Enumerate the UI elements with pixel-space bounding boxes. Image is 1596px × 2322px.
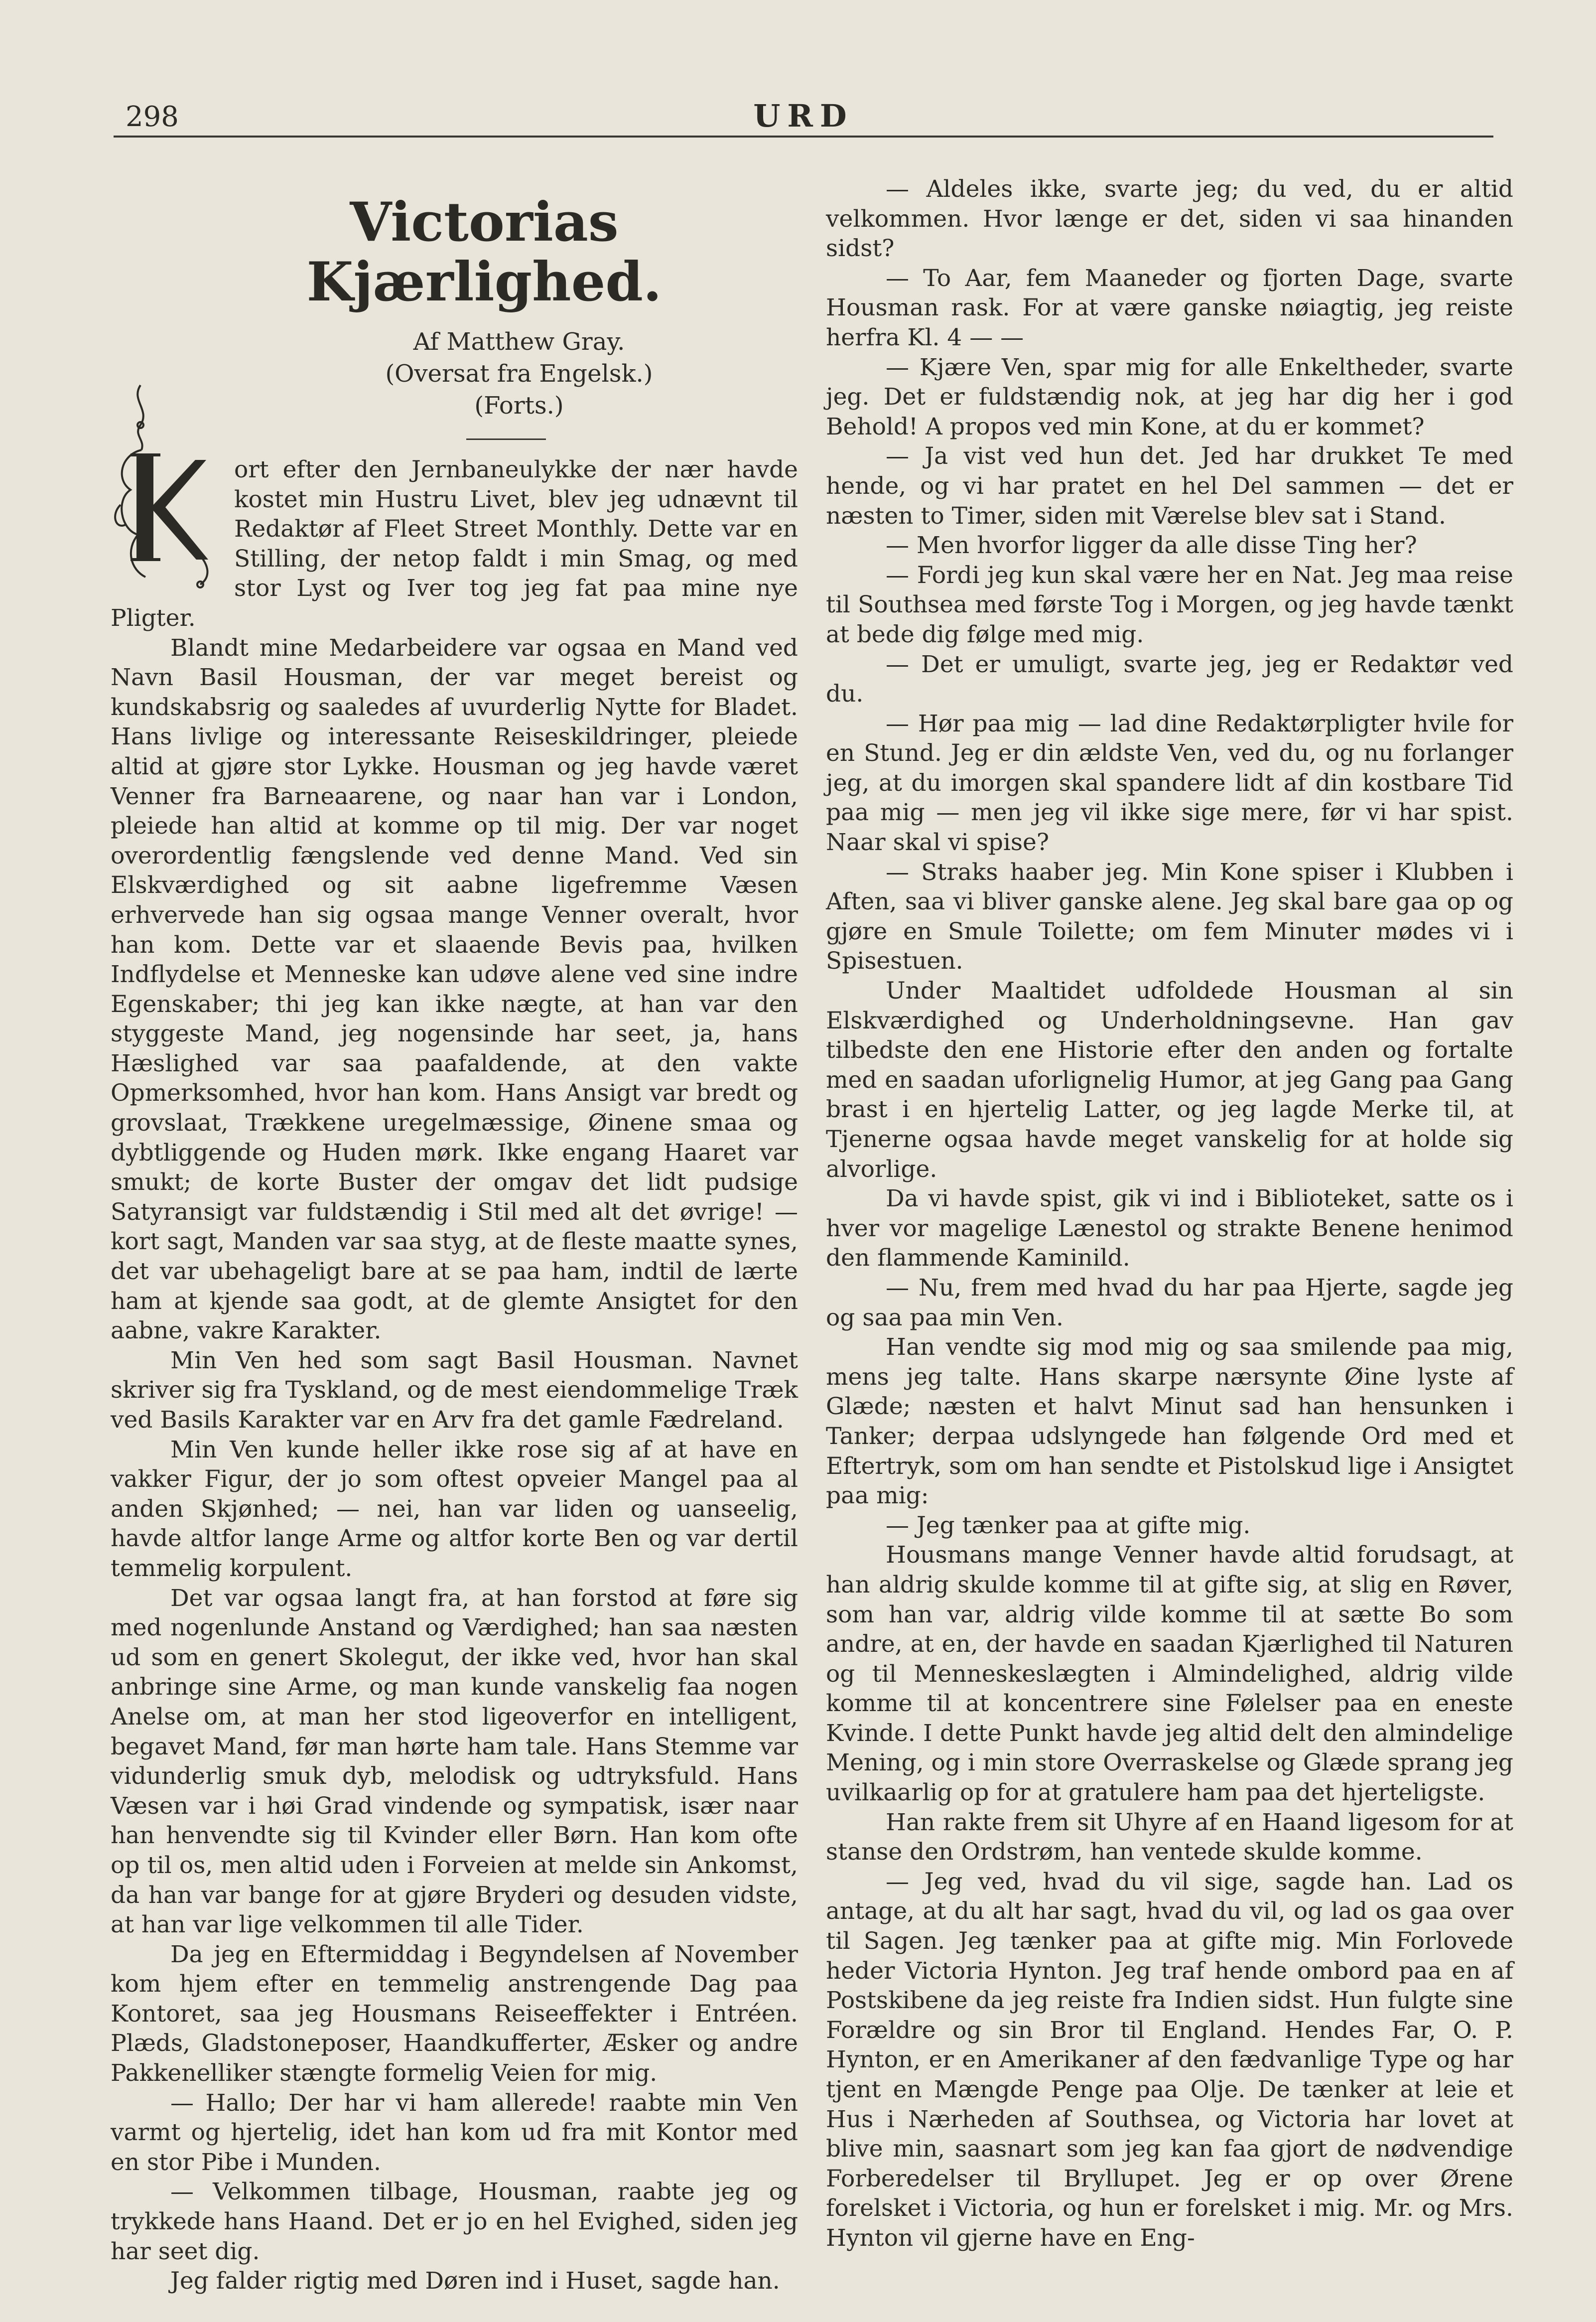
article-title: Victorias Kjærlighed. (306, 191, 662, 313)
page-header (114, 95, 1493, 140)
left-paragraph: ort efter den Jernbaneulykke der nær havde kostet min Hustru Livet, blev jeg udnævnt til Redaktør af Fleet Street Monthly. Dette var en Stilling, der netop faldt i min Smag, og med stor Lyst og Iver tog jeg fat paa mine nye Pligter. (111, 456, 798, 632)
title-divider (466, 438, 546, 440)
right-paragraph: — Men hvorfor ligger da alle disse Ting her? (886, 532, 1417, 560)
right-paragraph: — Nu, frem med hvad du har paa Hjerte, sagde jeg og saa paa min Ven. (826, 1274, 1513, 1331)
left-paragraph: Det var ogsaa langt fra, at han forstod at føre sig med nogenlunde Anstand og Værdighed; han saa næsten ud som en genert Skolegut, der ikke ved, hvor han skal anbringe sine Arme, og man kunde vanskelig faa nogen Anelse om, at man her stod ligeoverfor en intelligent, begavet Mand, før man hørte ham tale. Hans Stemme var vidunderlig smuk dyb, melodisk og udtryksfuld. Hans Væsen var i høi Grad vindende og sympatisk, især naar han henvendte sig til Kvinder eller Børn. Han kom ofte op til os, men altid uden i Forveien at melde sin Ankomst, da han var bange for at gjøre Bryderi og desuden vidste, at han var lige velkommen til alle Tider. (111, 1584, 798, 1939)
right-paragraph: — Straks haaber jeg. Min Kone spiser i Klubben i Aften, saa vi bliver ganske alene. Jeg skal bare gaa op og gjøre en Smule Toilette; om fem Minuter mødes vi i Spisestuen. (826, 858, 1513, 975)
continued-note: (Forts.) (474, 392, 564, 420)
right-paragraph: — Hør paa mig — lad dine Redaktørpligter hvile for en Stund. Jeg er din ældste Ven, ved du, og nu forlanger jeg, at du imorgen skal spandere lidt af din kostbare Tid paa mig — men jeg vil ikke sige mere, før vi har spist. Naar skal vi spise? (826, 710, 1513, 857)
left-paragraph: — Hallo; Der har vi ham allerede! raabte min Ven varmt og hjertelig, idet han kom ud fra mit Kontor med en stor Pibe i Munden. (111, 2089, 798, 2176)
left-paragraph: Min Ven kunde heller ikke rose sig af at have en vakker Figur, der jo som oftest opveier Mangel paa al anden Skjønhed; — nei, han var liden og uanseelig, havde altfor lange Arme og altfor korte Ben og var dertil temmelig korpulent. (111, 1436, 798, 1582)
header-rule (114, 136, 1493, 138)
article-subtitle: (Oversat fra Engelsk.) (385, 360, 653, 388)
running-head: URD (753, 98, 854, 134)
right-paragraph: Han rakte frem sit Uhyre af en Haand ligesom for at stanse den Ordstrøm, han ventede skulde komme. (826, 1808, 1513, 1866)
ornamental-initial-icon (111, 380, 226, 589)
left-paragraph: Min Ven hed som sagt Basil Housman. Navnet skriver sig fra Tyskland, og de mest eiendommelige Træk ved Basils Karakter var en Arv fra det gamle Fædreland. (111, 1346, 798, 1434)
left-paragraph: Da jeg en Eftermiddag i Begyndelsen af November kom hjem efter en temmelig anstrengende Dag paa Kontoret, saa jeg Housmans Reiseeffekter i Entréen. Plæds, Gladstoneposer, Haandkufferter, Æsker og andre Pakkenelliker stængte formelig Veien for mig. (111, 1940, 798, 2087)
right-paragraph: — Det er umuligt, svarte jeg, jeg er Redaktør ved du. (826, 650, 1513, 708)
drop-cap (111, 380, 226, 589)
left-column (111, 174, 798, 2296)
right-paragraph: — Fordi jeg kun skal være her en Nat. Jeg maa reise til Southsea med første Tog i Morgen, og jeg havde tænkt at bede dig følge med mig. (826, 561, 1513, 648)
right-paragraph: Da vi havde spist, gik vi ind i Biblioteket, satte os i hver vor magelige Lænestol og strakte Benene henimod den flammende Kaminild. (826, 1185, 1513, 1272)
right-paragraph: Under Maaltidet udfoldede Housman al sin Elskværdighed og Underholdningsevne. Han gav tilbedste den ene Historie efter den anden og fortalte med en saadan uforlignelig Humor, at jeg Gang paa Gang brast i en hjertelig Latter, og jeg lagde Merke til, at Tjenerne ogsaa havde meget vanskelig for at holde sig alvorlige. (826, 977, 1513, 1183)
right-paragraph: — Ja vist ved hun det. Jed har drukket Te med hende, og vi har pratet en hel Del sammen — det er næsten to Timer, siden mit Værelse blev sat i Stand. (826, 442, 1513, 530)
right-column (826, 174, 1513, 2253)
left-paragraph: Jeg falder rigtig med Døren ind i Huset, sagde han. (170, 2267, 780, 2295)
article-byline: Af Matthew Gray. (413, 328, 625, 356)
left-paragraph: Blandt mine Medarbeidere var ogsaa en Mand ved Navn Basil Housman, der var meget bereist og kundskabsrig og saaledes af uvurderlig Nytte for Bladet. Hans livlige og interessante Reiseskildringer, pleiede altid at gjøre stor Lykke. Housman og jeg havde været Venner fra Barneaarene, og naar han var i London, pleiede han altid at komme op til mig. Der var noget overordentlig fængslende ved denne Mand. Ved sin Elskværdighed og sit aabne ligefremme Væsen erhvervede han sig ogsaa mange Venner overalt, hvor han kom. Dette var et slaaende Bevis paa, hvilken Indflydelse et Menneske kan udøve alene ved sine indre Egenskaber; thi jeg kan ikke nægte, at han var den styggeste Mand, jeg nogensinde har seet, ja, hans Hæslighed var saa paafaldende, at den vakte Opmerksomhed, hvor han kom. Hans Ansigt var bredt og grovslaat, Trækkene uregelmæssige, Øinene smaa og dybtliggende og Huden mørk. Ikke engang Haaret var smukt; de korte Buster der omgav det lidt pudsige Satyransigt var fuldstændig i Stil med alt det øvrige! — kort sagt, Manden var saa styg, at de fleste maatte synes, det var ubehageligt bare at se paa ham, indtil de lærte ham at kjende saa godt, at de glemte Ansigtet for den aabne, vakre Karakter. (111, 634, 798, 1345)
page-number: 298 (126, 101, 179, 133)
right-paragraph: — To Aar, fem Maaneder og fjorten Dage, svarte Housman rask. For at være ganske nøiagtig, jeg reiste herfra Kl. 4 — — (826, 264, 1513, 351)
left-paragraph: — Velkommen tilbage, Housman, raabte jeg og trykkede hans Haand. Det er jo en hel Evighed, siden jeg har seet dig. (111, 2178, 798, 2265)
right-paragraph: Han vendte sig mod mig og saa smilende paa mig, mens jeg talte. Hans skarpe nærsynte Øine lyste af Glæde; næsten et halvt Minut sad han hensunken i Tanker; derpaa udslyngede han følgende Ord med et Eftertryk, som om han sendte et Pistolskud lige i Ansigtet paa mig: (826, 1333, 1513, 1510)
right-paragraph: Housmans mange Venner havde altid forudsagt, at han aldrig skulde komme til at gifte sig, at slig en Røver, som han var, aldrig vilde komme til at sætte Bo som andre, at en, der havde en saadan Kjærlighed til Naturen og til Menneskeslægten i Almindelighed, aldrig vilde komme til at koncentrere sine Følelser paa en eneste Kvinde. I dette Punkt havde jeg altid delt den almindelige Mening, og i min store Overraskelse og Glæde sprang jeg uvilkaarlig op for at gratulere ham paa det hjerteligste. (826, 1541, 1513, 1807)
right-paragraph: — Aldeles ikke, svarte jeg; du ved, du er altid velkommen. Hvor længe er det, siden vi saa hinanden sidst? (826, 175, 1513, 263)
right-paragraph: — Jeg tænker paa at gifte mig. (886, 1511, 1251, 1539)
right-paragraph: — Jeg ved, hvad du vil sige, sagde han. Lad os antage, at du alt har sagt, hvad du vil, og lad os gaa over til Sagen. Jeg tænker paa at gifte mig. Min Forlovede heder Victoria Hynton. Jeg traf hende ombord paa en af Postskibene da jeg reiste fra Indien sidst. Hun fulgte sine Forældre og sin Bror til England. Hendes Far, O. P. Hynton, er en Amerikaner af den fædvanlige Type og har tjent en Mængde Penge paa Olje. De tænker at leie et Hus i Nærheden af Southsea, og Victoria har lovet at blive min, saasnart som jeg kan faa gjort de nødvendige Forberedelser til Bryllupet. Jeg er op over Ørene forelsket i Victoria, og hun er forelsket i mig. Mr. og Mrs. Hynton vil gjerne have en Eng- (826, 1868, 1513, 2252)
right-paragraph: — Kjære Ven, spar mig for alle Enkeltheder, svarte jeg. Det er fuldstændig nok, at jeg har dig her i god Behold! A propos ved min Kone, at du er kommet? (826, 353, 1513, 440)
